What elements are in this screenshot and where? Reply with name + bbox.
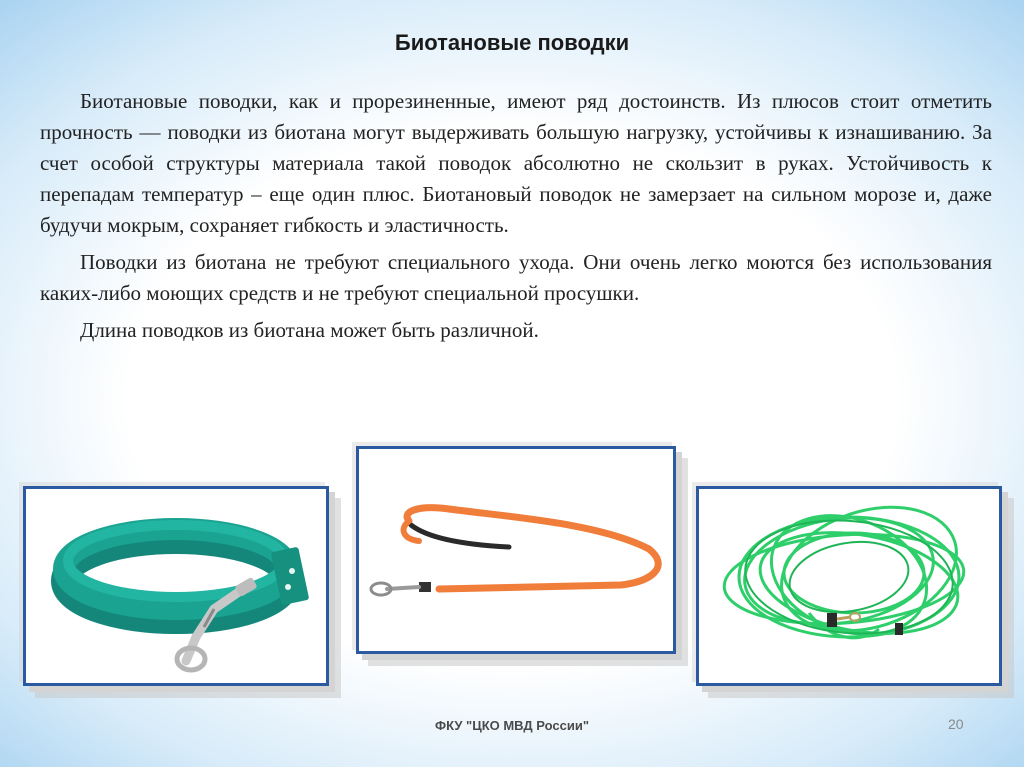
teal-leash-image [26,489,326,683]
footer-organization: ФКУ "ЦКО МВД России" [434,718,589,733]
orange-leash-image [359,449,673,651]
slide-body [40,86,992,352]
paragraph-3: Длина поводков из биотана может быть различной. [80,318,539,342]
orange-leash-photo [356,446,676,654]
green-leash-image [699,489,999,683]
paragraph-2: Поводки из биотана не требуют специального ухода. Они очень легко моются без использования каких-либо моющих средств и не требуют специальной просушки. [40,250,992,305]
slide-title: Биотановые поводки [394,30,630,55]
teal-leash-photo [23,486,329,686]
green-leash-photo [696,486,1002,686]
paragraph-1: Биотановые поводки, как и прорезиненные, имеют ряд достоинств. Из плюсов стоит отметить прочность — поводки из биотана могут выдерживать большую нагрузку, устойчивы к изнашиванию. За счет особой структуры материала такой поводок абсолютно не скользит в руках. Устойчивость к перепадам температур – еще один плюс. Биотановый поводок не замерзает на сильном морозе и, даже будучи мокрым, сохраняет гибкость и эластичность. [40,89,992,237]
page-number: 20 [948,716,964,732]
